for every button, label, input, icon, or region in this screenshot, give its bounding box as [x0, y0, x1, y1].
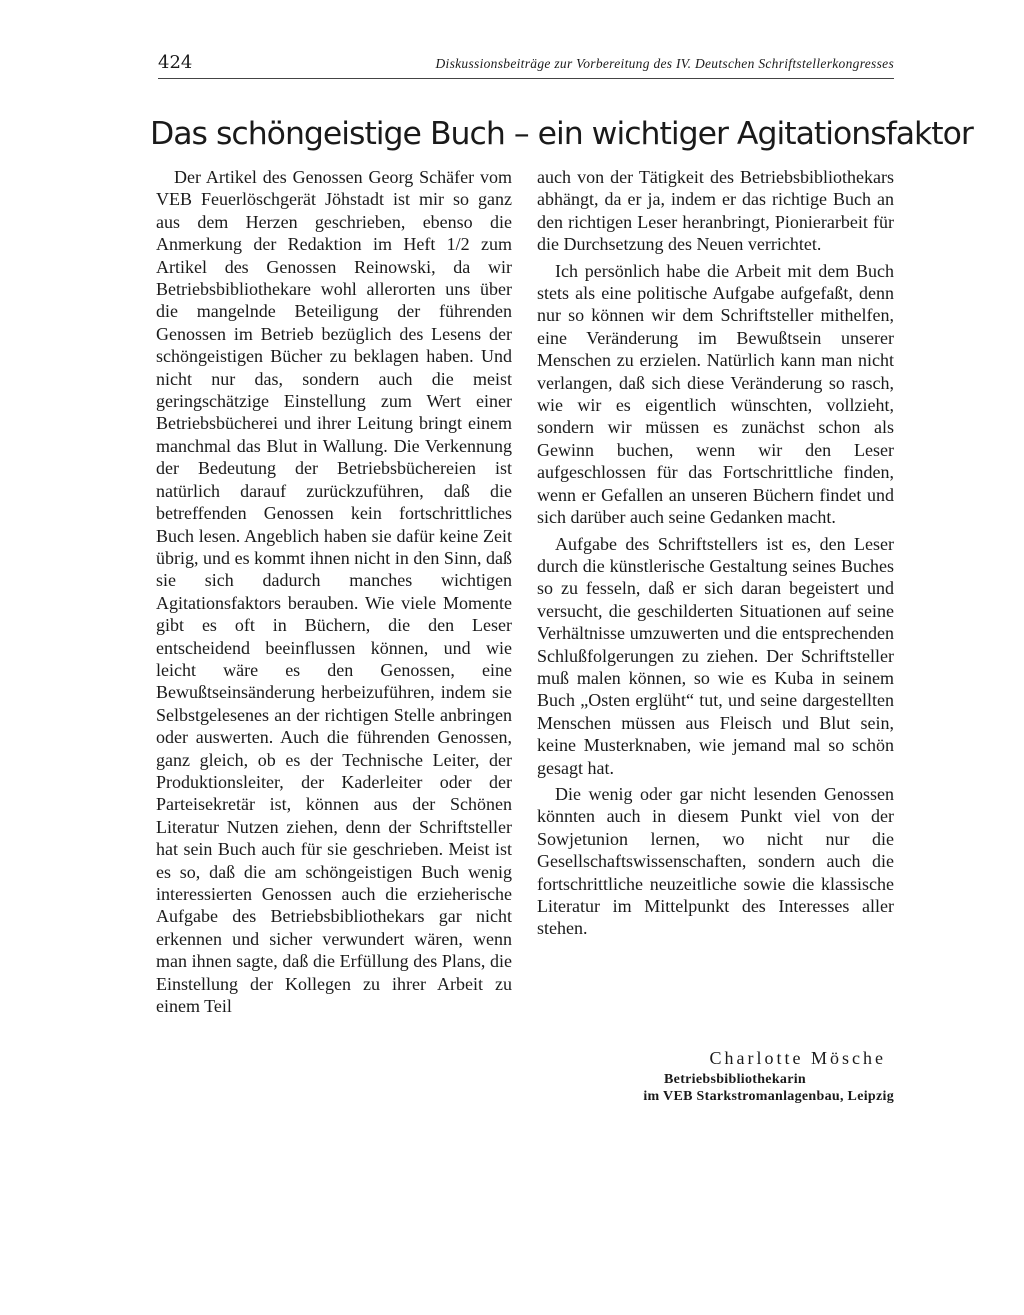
paragraph: Ich persönlich habe die Arbeit mit dem Buch stets als eine politische Aufgabe aufgefaßt, denn nur so können wir dem Schriftsteller mithelfen, eine Veränderung im Bewußtsein unserer Menschen zu erzielen. Natürlich kann man nicht verlangen, daß sich diese Veränderung so rasch, wie wir es eigentlich wünschten, vollzieht, sondern wir müssen es zunächst schon als Gewinn buchen, wenn wir den Leser aufgeschlossen für das Fortschrittliche finden, wenn er Gefallen an unseren Büchern findet und sich darüber auch seine Gedanken macht. — [537, 260, 894, 528]
author-role: Betriebsbibliothekarin — [664, 1072, 806, 1087]
author-affiliation: im VEB Starkstromanlagenbau, Leipzig — [643, 1089, 894, 1104]
paragraph: Der Artikel des Genossen Georg Schäfer vom VEB Feuerlöschgerät Jöhstadt ist mir so ganz aus dem Herzen geschrieben, ebenso die Anmerkung der Redaktion im Heft 1/2 zum Artikel des Genossen Reinowski, da wir Betriebsbibliothekare wohl allerorten uns über die mangelnde Beteiligung der führenden Genossen im Betrieb bezüglich des Lesens der schöngeistigen Bücher zu beklagen haben. Und nicht nur das, sondern auch die meist geringschätzige Einstellung zum Wert einer Betriebsbücherei und ihrer Leitung bringt einem manchmal das Blut in Wallung. Die Verkennung der Bedeutung der Betriebsbüchereien ist natürlich darauf zurückzuführen, daß die betreffenden Genossen kein fortschrittliches Buch lesen. Angeblich haben sie dafür keine Zeit übrig, und es kommt ihnen nicht in den Sinn, daß sie sich dadurch manches wichtigen Agitationsfaktors berauben. Wie viele Momente gibt es oft in Büchern, die den Leser entscheidend beeinflussen können, und wie leicht wäre es den Genossen, eine Bewußtseinsänderung herbeizuführen, indem sie Selbstgelesenes an der richtigen Stelle anbringen oder auswerten. Auch die führenden Genossen, ganz gleich, ob es der Technische Leiter, der Produktionsleiter, der Kaderleiter oder der Parteisekretär ist, können aus der Schönen Literatur Nutzen ziehen, denn der Schriftsteller hat sein Buch auch für sie geschrieben. Meist ist es so, daß die am schöngeistigen Buch wenig interessierten Genossen auch die erzieherische Aufgabe des Betriebsbibliothekars gar nicht erkennen und sicher verwundert wären, wenn man ihnen sagte, daß die Erfüllung des Plans, die Einstellung der Kollegen zu ihrer Arbeit zu einem Teil — [156, 167, 512, 1017]
article-title: Das schöngeistige Buch – ein wichtiger Agitationsfaktor — [150, 116, 973, 152]
running-head: Diskussionsbeiträge zur Vorbereitung des IV. Deutschen Schriftstellerkongresses — [435, 56, 894, 71]
page-header — [158, 52, 894, 79]
page-number: 424 — [158, 52, 193, 73]
paragraph-continuation: auch von der Tätigkeit des Betriebsbibliothekars abhängt, da er ja, indem er das richtige Buch an den richtigen Leser heranbringt, Pionierarbeit für die Durchsetzung des Neuen verrichtet. — [537, 167, 894, 255]
paragraph: Aufgabe des Schriftstellers ist es, den Leser durch die künstlerische Gestaltung seines Buches so zu fesseln, daß er sich daran begeistert und versucht, die geschilderten Situationen auf seine Verhältnisse umzuwerten und die entsprechenden Schlußfolgerungen zu ziehen. Der Schriftsteller muß malen können, so wie es Kuba in seinem Buch „Osten erglüht“ tut, und seine dargestellten Menschen müssen aus Fleisch und Blut sein, keine Musterknaben, wie jemand mal so schön gesagt hat. — [537, 533, 894, 778]
paragraph: Die wenig oder gar nicht lesenden Genossen könnten auch in diesem Punkt viel von der Sowjetunion lernen, wo nicht nur die Gesellschaftswissenschaften, sondern auch die fortschrittliche neuzeitliche sowie die klassische Literatur im Mittelpunkt des Interesses aller stehen. — [537, 783, 894, 939]
author-name: Charlotte Mösche — [709, 1048, 886, 1068]
left-column — [156, 166, 512, 1017]
right-column — [537, 166, 894, 940]
